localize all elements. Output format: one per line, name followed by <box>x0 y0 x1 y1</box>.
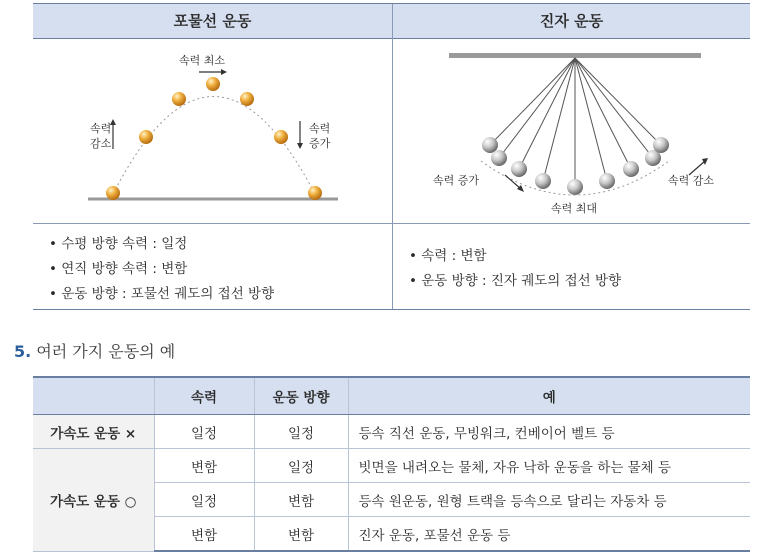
speed-label-left: 속력 <box>90 122 112 135</box>
header-example: 예 <box>348 377 750 415</box>
section-title <box>14 339 175 362</box>
speed-decrease-label: 속력 감소 <box>668 174 715 187</box>
example-cell: 빗면을 내려오는 물체, 자유 낙하 운동을 하는 물체 등 <box>348 449 750 483</box>
bob <box>623 161 639 177</box>
ball <box>274 130 288 144</box>
ball <box>106 186 120 200</box>
header-blank <box>33 377 154 415</box>
bob <box>567 179 583 195</box>
speed-cell: 일정 <box>154 483 254 517</box>
comparison-panel <box>33 3 750 310</box>
header-speed: 속력 <box>154 377 254 415</box>
ball <box>139 130 153 144</box>
speed-increase-label: 속력 증가 <box>433 174 480 187</box>
bullet-item: • 연직 방향 속력 : 변함 <box>49 261 188 277</box>
bob <box>535 173 551 189</box>
speed-cell: 일정 <box>154 415 254 449</box>
ball <box>206 77 220 91</box>
speed-cell: 변함 <box>154 517 254 552</box>
example-cell: 등속 직선 운동, 무빙워크, 컨베이어 벨트 등 <box>348 415 750 449</box>
table-row <box>33 449 750 483</box>
bullet-item: • 속력 : 변함 <box>409 248 487 264</box>
ball <box>240 92 254 106</box>
bullet-item: • 운동 방향 : 진자 궤도의 접선 방향 <box>409 273 622 289</box>
bob <box>511 161 527 177</box>
row-group-label: 가속도 운동 × <box>33 415 154 449</box>
increase-label: 증가 <box>309 137 331 150</box>
example-cell: 진자 운동, 포물선 운동 등 <box>348 517 750 552</box>
speed-cell: 변함 <box>154 449 254 483</box>
header-direction: 운동 방향 <box>254 377 348 415</box>
arrow-down-right <box>505 175 521 189</box>
motion-examples-table <box>33 376 750 552</box>
decrease-label: 감소 <box>90 137 112 150</box>
section-number: 5. <box>14 342 32 361</box>
speed-min-label: 속력 최소 <box>179 54 226 67</box>
bob <box>482 137 498 153</box>
ball <box>172 92 186 106</box>
speed-label-right: 속력 <box>309 122 331 135</box>
row-group-label: 가속도 운동 ○ <box>33 449 154 552</box>
table-row <box>33 415 750 449</box>
bullet-item: • 운동 방향 : 포물선 궤도의 접선 방향 <box>49 286 275 302</box>
trajectory-path <box>113 97 315 195</box>
bob <box>599 173 615 189</box>
projectile-header: 포물선 운동 <box>33 4 393 39</box>
ball <box>308 186 322 200</box>
diagram-text-divider <box>33 223 750 224</box>
direction-cell: 일정 <box>254 415 348 449</box>
example-cell: 등속 원운동, 원형 트랙을 등속으로 달리는 자동차 등 <box>348 483 750 517</box>
bob <box>653 137 669 153</box>
direction-cell: 변함 <box>254 517 348 552</box>
direction-cell: 변함 <box>254 483 348 517</box>
speed-max-label: 속력 최대 <box>551 202 598 215</box>
pendulum-header: 진자 운동 <box>393 4 750 39</box>
bob <box>491 150 507 166</box>
section-heading: 여러 가지 운동의 예 <box>36 342 176 361</box>
ceiling-bar <box>449 53 701 58</box>
pendulum-diagram <box>393 39 750 223</box>
table-header-row <box>33 377 750 415</box>
bullet-item: • 수평 방향 속력 : 일정 <box>49 236 188 252</box>
direction-cell: 일정 <box>254 449 348 483</box>
